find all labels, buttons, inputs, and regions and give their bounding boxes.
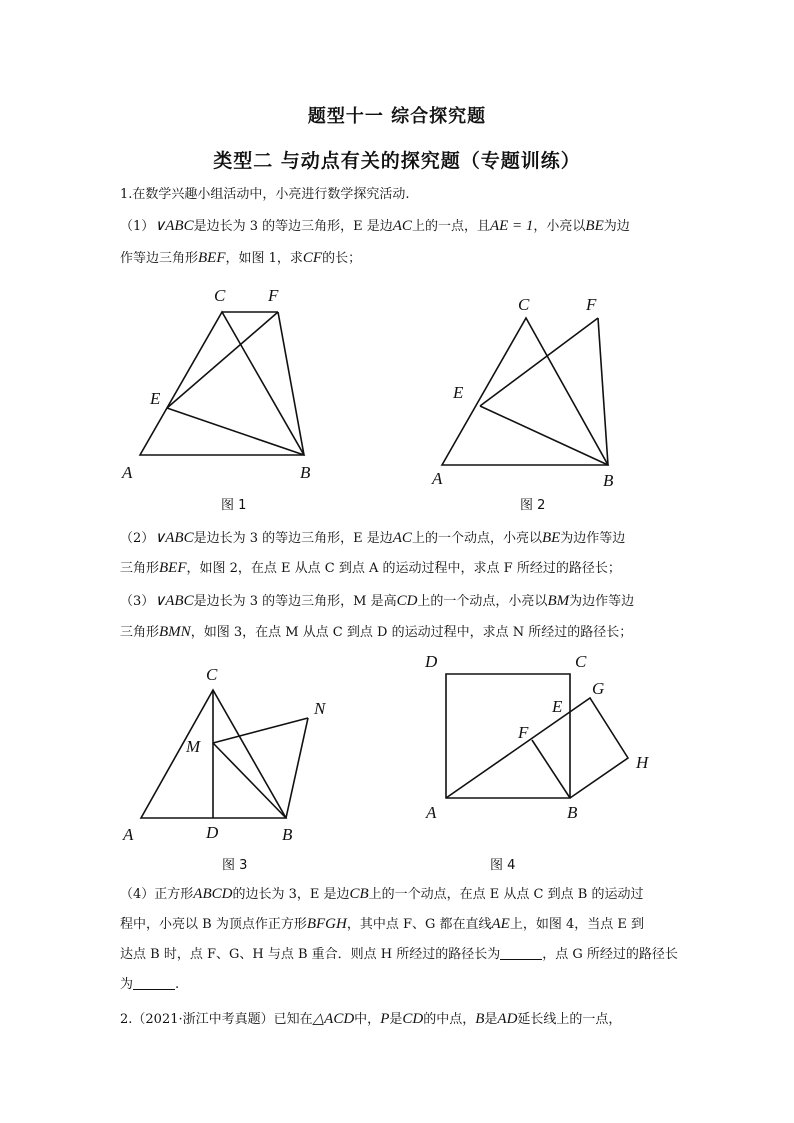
- triangle-abc: [442, 318, 608, 465]
- fig3-label-n: N: [314, 699, 326, 718]
- segment-eb: [167, 408, 304, 455]
- square-abcd: [446, 674, 570, 798]
- fig3-label-a: A: [123, 825, 134, 844]
- q1-part4-line2: 程中，小亮以 B 为顶点作正方形BFGH，其中点 F、G 都在直线AE上，如图 4，当点 E 到: [120, 916, 644, 932]
- fig3-label-d: D: [206, 823, 219, 842]
- figure-2: [431, 295, 614, 490]
- fig1-label-b: B: [300, 463, 311, 482]
- fig2-label-f: F: [586, 295, 597, 314]
- figure-1: [121, 286, 311, 482]
- segment-nb: [286, 718, 308, 818]
- segment-eb: [480, 406, 608, 465]
- q1-part1-line1: （1）∨ABC是边长为 3 的等边三角形，E 是边AC上的一点，且AE = 1，小亮以BE为边: [120, 218, 630, 234]
- fig2-label-b: B: [603, 471, 614, 490]
- fig4-label-c: C: [575, 652, 587, 671]
- fig1-label-e: E: [150, 389, 161, 408]
- figure-4: [424, 652, 650, 822]
- fig1-label-a: A: [122, 463, 133, 482]
- fig3-caption: 图 3: [222, 858, 248, 873]
- q1-part4-line1: （4）正方形ABCD的边长为 3，E 是边CB上的一个动点，在点 E 从点 C 到点 B 的运动过: [120, 886, 644, 902]
- segment-fb: [532, 740, 570, 798]
- fig4-label-f: F: [518, 723, 529, 742]
- fig4-label-b: B: [567, 803, 578, 822]
- answer-blank-g[interactable]: [133, 975, 175, 990]
- fig4-label-a: A: [426, 803, 437, 822]
- fig4-label-h: H: [636, 753, 649, 772]
- fig2-caption: 图 2: [520, 498, 546, 513]
- segment-ef: [480, 318, 598, 406]
- q1-part3-line2: 三角形BMN，如图 3，在点 M 从点 C 到点 D 的运动过程中，求点 N 所经过的路径长；: [120, 624, 633, 640]
- fig1-caption: 图 1: [221, 498, 247, 513]
- fig3-label-c: C: [206, 665, 218, 684]
- q1-part2-line1: （2）∨ABC是边长为 3 的等边三角形，E 是边AC上的一个动点，小亮以BE为边作等边: [120, 530, 626, 546]
- figure-3: [122, 665, 327, 844]
- segment-mn: [213, 718, 308, 743]
- page-title: 题型十一 综合探究题: [307, 106, 487, 127]
- fig4-label-d: D: [425, 652, 438, 671]
- fig4-label-e: E: [552, 697, 563, 716]
- fig2-label-c: C: [518, 295, 530, 314]
- q1-part4-line4: 为 .: [120, 977, 180, 992]
- fig2-label-e: E: [453, 383, 464, 402]
- page-subtitle: 类型二 与动点有关的探究题（专题训练）: [213, 150, 581, 172]
- fig4-caption: 图 4: [490, 858, 516, 873]
- q1-part4-line3: 达点 B 时，点 F、G、H 与点 B 重合．则点 H 所经过的路径长为 ，点 G 所经过的路径长: [120, 947, 678, 962]
- segment-fb: [598, 318, 608, 465]
- q1-part1-line2: 作等边三角形BEF，如图 1，求CF的长；: [120, 250, 362, 266]
- triangle-abc: [140, 312, 304, 455]
- fig3-label-m: M: [186, 737, 201, 756]
- answer-blank-h[interactable]: [500, 945, 542, 960]
- fig1-label-c: C: [214, 286, 226, 305]
- q2-line1: 2.（2021·浙江中考真题）已知在△ACD中，P是CD的中点，B是AD延长线上的一点，: [120, 1011, 622, 1027]
- fig2-label-a: A: [432, 469, 443, 488]
- q1-part2-line2: 三角形BEF，如图 2，在点 E 从点 C 到点 A 的运动过程中，求点 F 所经过的路径长；: [120, 560, 621, 576]
- fig1-label-f: F: [268, 286, 279, 305]
- q1-part3-line1: （3）∨ABC是边长为 3 的等边三角形，M 是高CD上的一个动点，小亮以BM为边作等边: [120, 593, 635, 609]
- fig4-label-g: G: [592, 679, 605, 698]
- fig3-label-b: B: [282, 825, 293, 844]
- segment-ef: [167, 312, 278, 408]
- q1-intro: 1.在数学兴趣小组活动中，小亮进行数学探究活动.: [120, 187, 410, 202]
